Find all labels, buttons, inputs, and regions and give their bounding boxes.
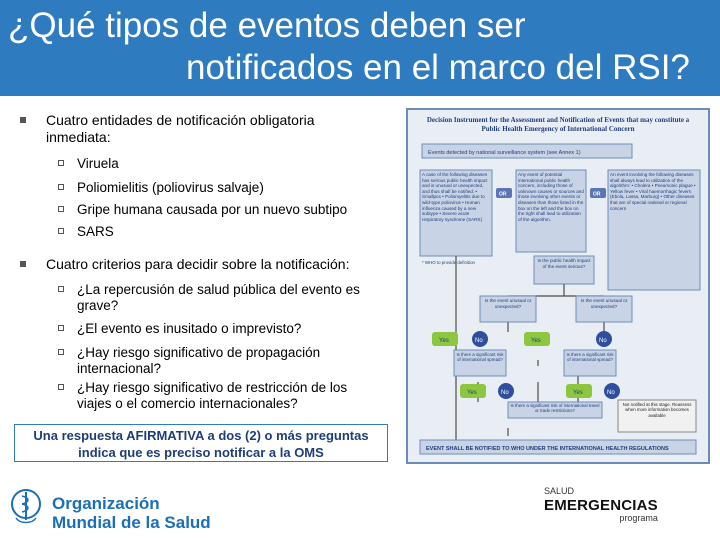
flow-not-notified-text: Not notified at this stage. Reassess when more information becomes available	[622, 402, 692, 418]
flowchart-panel	[406, 108, 710, 464]
flow-q4-wrap	[510, 403, 600, 417]
checkbox-marker-icon	[58, 206, 64, 212]
flow-no-1: No	[475, 338, 483, 344]
bullet-marker	[20, 261, 26, 267]
flowchart-title: Decision Instrument for the Assessment and Notification of Events that may constitute a Public Health Emergency of International Concern	[426, 116, 690, 133]
checkbox-marker-icon	[58, 286, 64, 292]
list-item-text: ¿La repercusión de salud pública del evento es grave?	[77, 282, 360, 313]
flow-no-3: No	[501, 390, 509, 396]
flow-right-text: An event involving the following diseases shall always lead to utilization of the algorithm: • Cholera • Pneumonic plague • Yellow fever • Viral haemorrhagic fevers (Ebola, Lassa, Marburg) • Other diseases that are of special national or regional concern	[610, 172, 696, 211]
flow-who-note-wrap	[422, 260, 502, 268]
flow-q2l-wrap	[482, 298, 534, 320]
flow-q2-text-left: Is the event unusual or unexpected?	[484, 298, 532, 309]
flow-q3-text-right: Is there a significant risk of international spread?	[566, 352, 614, 363]
emergencias-logo	[544, 486, 658, 523]
list-item-text: Gripe humana causada por un nuevo subtipo	[77, 202, 348, 217]
flow-q1-text: Is the public health impact of the event serious?	[537, 258, 591, 269]
flow-yes-2: Yes	[531, 338, 541, 344]
flow-center-text-wrap	[518, 172, 584, 250]
conclusion-box: Una respuesta AFIRMATIVA a dos (2) o más preguntas indica que es preciso notificar a la OMS	[14, 424, 388, 462]
checkbox-marker-icon	[58, 325, 64, 331]
flow-right-text-wrap	[610, 172, 698, 288]
emergencias-label: EMERGENCIAS	[544, 497, 658, 514]
checkbox-marker-icon	[58, 228, 64, 234]
list-item-text: Viruela	[77, 156, 119, 171]
programa-label: programa	[619, 513, 658, 523]
list-item-text: ¿Hay riesgo significativo de propagación internacional?	[77, 345, 321, 376]
checkbox-marker-icon	[58, 184, 64, 190]
checkbox-marker-icon	[58, 384, 64, 390]
title-bar	[0, 0, 720, 96]
flow-left-text: A case of the following diseases has serious public health impact and is unusual or unexpected, and thus shall be notified: • Smallpox • Poliomyelitis due to wild-type poliovirus • Human influenza caused by a new subtype • Severe acute respiratory syndrome (SARS)	[422, 172, 488, 222]
list-item-text: ¿Hay riesgo significativo de restricción de los viajes o el comercio internacionales?	[77, 380, 348, 411]
list-item-text: SARS	[77, 224, 114, 239]
who-line2: Mundial de la Salud	[52, 513, 211, 532]
flow-top-text: Events detected by national surveillance system (see Annex 1)	[428, 150, 581, 156]
flow-q3-text-left: Is there a significant risk of international spread?	[456, 352, 504, 363]
bullet-text: Cuatro criterios para decidir sobre la notificación:	[46, 256, 350, 272]
list-item-text: ¿El evento es inusitado o imprevisto?	[77, 321, 302, 336]
flow-nn-wrap	[620, 402, 694, 430]
flow-left-text-wrap	[422, 172, 490, 254]
flow-q2r-wrap	[578, 298, 630, 320]
salud-label: SALUD	[544, 486, 575, 496]
flow-or-left: OR	[499, 191, 507, 198]
checkbox-marker-icon	[58, 349, 64, 355]
bullet-text: Cuatro entidades de notificación obligatoria inmediata:	[46, 112, 315, 145]
flow-q3r-wrap	[566, 352, 614, 374]
flowchart-diagram	[408, 110, 708, 462]
flow-yes-1: Yes	[439, 338, 449, 344]
who-line1: Organización	[52, 494, 160, 513]
flow-q3l-wrap	[456, 352, 504, 374]
flow-center-text: Any event of potential international public health concern, including those of unknown causes or sources and those involving other events or diseases than those listed in the box on the left and the box on the right shall lead to utilization of the algorithm.	[518, 172, 584, 222]
flow-yes-4: Yes	[573, 390, 583, 396]
flow-final-text: EVENT SHALL BE NOTIFIED TO WHO UNDER THE INTERNATIONAL HEALTH REGULATIONS	[426, 446, 669, 452]
who-logo-icon	[10, 486, 42, 530]
bullet-marker	[20, 117, 26, 123]
flow-no-4: No	[607, 390, 615, 396]
page-title-line2: notificados en el marco del RSI?	[186, 48, 690, 87]
list-item-text: Poliomielitis (poliovirus salvaje)	[77, 180, 264, 195]
flow-yes-3: Yes	[467, 390, 477, 396]
flow-q2-text-right: Is the event unusual or unexpected?	[580, 298, 628, 309]
flow-who-note: * WHO to provide definition	[422, 260, 475, 265]
flow-no-2: No	[599, 338, 607, 344]
checkbox-marker-icon	[58, 160, 64, 166]
flow-q4-text: Is there a significant risk of international travel or trade restrictions?	[510, 403, 600, 414]
page-title-line1: ¿Qué tipos de eventos deben ser	[8, 6, 526, 45]
flow-q1-wrap	[536, 258, 592, 282]
who-name	[52, 494, 211, 532]
flow-or-right: OR	[593, 191, 601, 198]
